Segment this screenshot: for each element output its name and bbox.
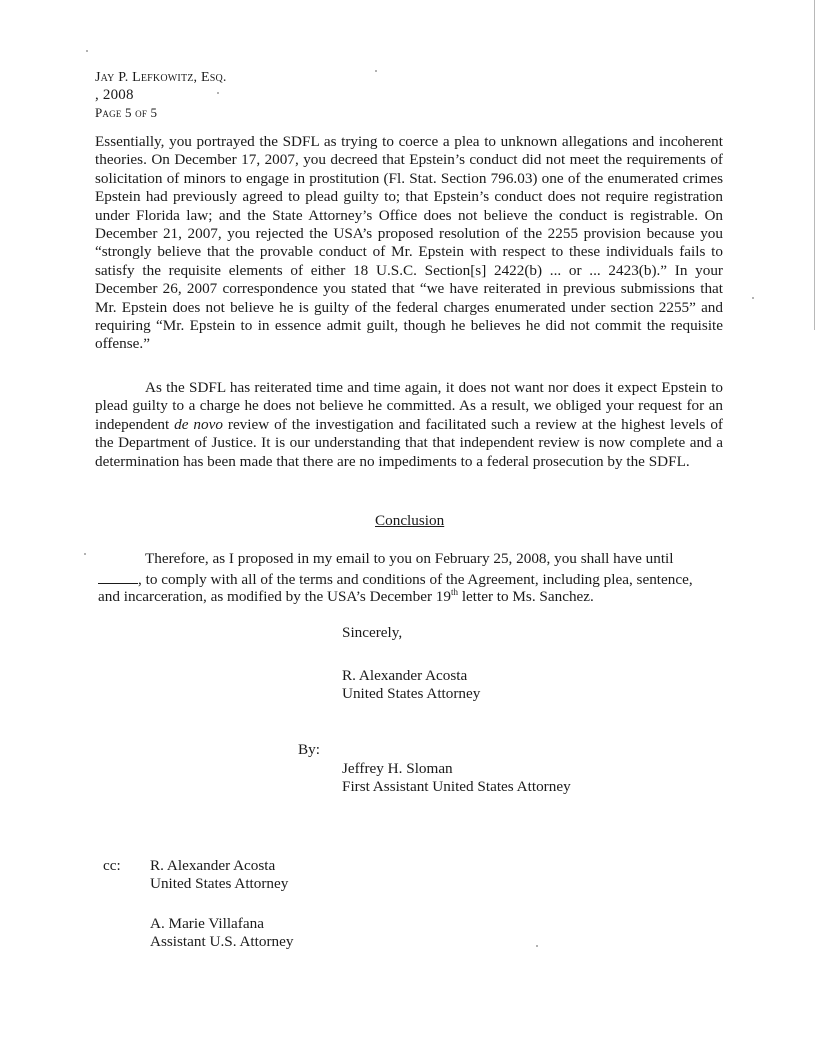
scan-speck <box>84 553 86 555</box>
conclusion-line-3: and incarceration, as modified by the USA’s December 19th letter to Ms. Sanchez. <box>98 586 594 605</box>
scan-speck <box>752 297 754 299</box>
cc-recipient-1-title: United States Attorney <box>150 875 289 892</box>
cc-recipient-1-name: R. Alexander Acosta <box>150 857 276 874</box>
conclusion-line-1: Therefore, as I proposed in my email to you on February 25, 2008, you shall have until <box>145 550 674 567</box>
scan-speck <box>536 945 538 947</box>
closing: Sincerely, <box>342 624 403 641</box>
letter-date: , 2008 <box>95 87 134 103</box>
page-number: Page 5 of 5 <box>95 105 158 120</box>
cc-label: cc: <box>103 857 121 874</box>
cc-recipient-2-name: A. Marie Villafana <box>150 915 264 932</box>
body-paragraph-2: As the SDFL has reiterated time and time again, it does not want nor does it expect Epstein to plead guilty to a charge he does not believe he committed. As a result, we obliged your request for an independent de novo review of the investigation and facilitated such a review at the highest levels of the Department of Justice. It is our understanding that that independent review is now complete and a determination has been made that there are no impediments to a federal prosecution by the SDFL. <box>95 379 723 470</box>
scan-speck <box>217 92 219 94</box>
scan-edge-line <box>814 0 815 330</box>
by-label: By: <box>298 741 320 758</box>
deadline-blank <box>98 569 138 584</box>
signatory-name: R. Alexander Acosta <box>342 667 468 684</box>
section-heading-conclusion: Conclusion <box>375 512 445 529</box>
signer-title: First Assistant United States Attorney <box>342 778 571 795</box>
de-novo-italic: de novo <box>174 415 223 433</box>
conclusion-line-2: , to comply with all of the terms and conditions of the Agreement, including plea, sentence, <box>98 569 693 589</box>
recipient-name: Jay P. Lefkowitz, Esq. <box>95 70 227 85</box>
scan-speck <box>86 50 88 52</box>
cc-recipient-2-title: Assistant U.S. Attorney <box>150 933 294 950</box>
signatory-title: United States Attorney <box>342 685 481 702</box>
scan-speck <box>375 70 377 72</box>
body-paragraph-1: Essentially, you portrayed the SDFL as trying to coerce a plea to unknown allegations and incoherent theories. On December 17, 2007, you decreed that Epstein’s conduct did not meet the requirements of solicitation of minors to engage in prostitution (Fl. Stat. Section 796.03) one of the enumerated crimes Epstein had previously agreed to plead guilty to; that Epstein’s conduct does not require registration under Florida law; and the State Attorney’s Office does not believe the conduct is registrable. On December 21, 2007, you rejected the USA’s proposed resolution of the 2255 provision because you “strongly believe that the provable conduct of Mr. Epstein with respect to these individuals fails to satisfy the requisite elements of either 18 U.S.C. Section[s] 2422(b) ... or ... 2423(b).” In your December 26, 2007 correspondence you stated that “we have reiterated in previous submissions that Mr. Epstein does not believe he is guilty of the federal charges enumerated under section 2255” and requiring “Mr. Epstein to in essence admit guilt, though he believes he did not commit the requisite offense.” <box>95 133 723 353</box>
signer-name: Jeffrey H. Sloman <box>342 760 453 777</box>
